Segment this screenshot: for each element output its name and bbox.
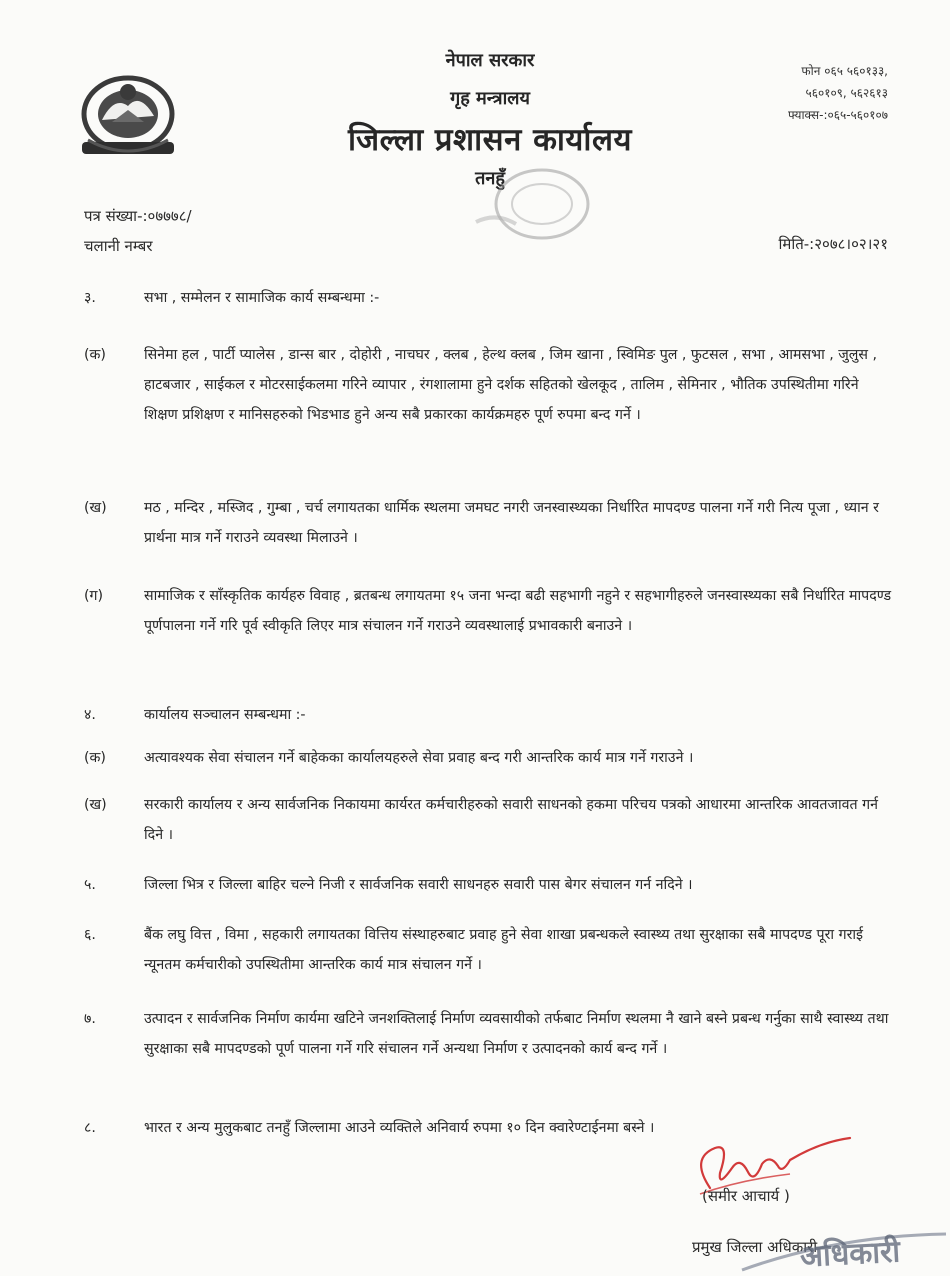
item-text: जिल्ला भित्र र जिल्ला बाहिर चल्ने निजी र सार्वजनिक सवारी साधनहरु सवारी पास बेगर संचालन गर्न नदिने । [144,877,693,893]
list-item [84,920,892,980]
item-text: सभा , सम्मेलन र सामाजिक कार्य सम्बन्धमा :- [144,290,380,306]
item-text: सरकारी कार्यालय र अन्य सार्वजनिक निकायमा कार्यरत कर्मचारीहरुको सवारी साधनको हकमा परिचय पत्रको आधारमा आन्तरिक आवतजावत गर्न दिने । [144,797,879,843]
government-name: नेपाल सरकार [445,50,535,71]
item-number: ७. [84,1011,96,1027]
dispatch-number: चलानी नम्बर [84,237,153,255]
list-item [84,743,892,773]
item-number: (क) [84,347,106,363]
letter-number: पत्र संख्या-:०७७७८/ [84,207,192,225]
item-text: भारत र अन्य मुलुकबाट तनहुँ जिल्लामा आउने व्यक्तिले अनिवार्य रुपमा १० दिन क्वारेण्टाईनमा बस्ने । [144,1120,655,1136]
item-number: ६. [84,927,96,943]
item-number: (ख) [84,797,107,813]
item-text: बैंक लघु वित्त , विमा , सहकारी लगायतका वित्तिय संस्थाहरुबाट प्रवाह हुने सेवा शाखा प्रबन्धकले स्वास्थ्य तथा सुरक्षाका सबै मापदण्ड पूरा गराई न्यूनतम कर्मचारीको उपस्थितीमा आन्तरिक कार्य मात्र संचालन गर्ने । [144,927,864,973]
section-heading [84,700,892,730]
list-item [84,870,892,900]
fax-number: फ्याक्स-:०६५-५६०१०७ [788,108,888,122]
item-number: ५. [84,877,96,893]
item-number: (ख) [84,500,107,516]
district-name: तनहुँ [475,168,505,189]
signatory-title: प्रमुख जिल्ला अधिकारी [692,1238,818,1256]
contact-info [708,60,888,126]
item-text: अत्यावश्यक सेवा संचालन गर्ने बाहेकका कार्यालयहरुले सेवा प्रवाह बन्द गरी आन्तरिक कार्य मात्र गर्ने गराउने । [144,750,694,766]
list-item [84,493,892,553]
list-item [84,340,892,430]
item-number: ३. [84,290,96,306]
item-number: (ग) [84,588,104,604]
signatory-name: (समीर आचार्य ) [702,1187,790,1205]
office-title: जिल्ला प्रशासन कार्यालय [348,122,632,158]
office-stamp-icon [456,162,596,252]
ministry-name: गृह मन्त्रालय [450,88,530,109]
item-text: सिनेमा हल , पार्टी प्यालेस , डान्स बार , दोहोरी , नाचघर , क्लब , हेल्थ क्लब , जिम खाना , स्विमिङ पुल , फुटसल , सभा , आमसभा , जुलुस , हाटबजार , साईकल र मोटरसाईकलमा गरिने व्यापार , रंगशालामा हुने दर्शक सहितको खेलकूद , तालिम , सेमिनार , भौतिक उपस्थितीमा गरिने शिक्षण प्रशिक्षण र मानिसहरुको भिडभाड हुने अन्य सबै प्रकारका कार्यक्रमहरु पूर्ण रुपमा बन्द गर्ने । [144,347,878,423]
item-text: मठ , मन्दिर , मस्जिद , गुम्बा , चर्च लगायतका धार्मिक स्थलमा जमघट नगरी जनस्वास्थ्यका निर्धारित मापदण्ड पालना गर्ने गरी नित्य पूजा , ध्यान र प्रार्थना मात्र गर्ने गराउने व्यवस्था मिलाउने । [144,500,879,546]
list-item [84,1004,892,1064]
list-item [84,790,892,850]
item-number: (क) [84,750,106,766]
phone-line-1: फोन ०६५ ५६०१३३, [801,64,888,78]
phone-line-2: ५६०१०९, ५६२६१३ [805,86,888,100]
nepal-emblem-icon [74,70,182,166]
letter-date: मिति-:२०७८।०२।२१ [778,235,888,253]
list-item [84,581,892,641]
item-number: ४. [84,707,96,723]
item-text: कार्यालय सञ्चालन सम्बन्धमा :- [144,707,306,723]
item-text: उत्पादन र सार्वजनिक निर्माण कार्यमा खटिने जनशक्तिलाई निर्माण व्यवसायीको तर्फबाट निर्माण स्थलमा नै खाने बस्ने प्रबन्ध गर्नुका साथै स्वास्थ्य तथा सुरक्षाका सबै मापदण्डको पूर्ण पालना गर्ने गरि संचालन गर्ने अन्यथा निर्माण र उत्पादनको कार्य बन्द गर्ने । [144,1011,889,1057]
item-text: सामाजिक र साँस्कृतिक कार्यहरु विवाह , ब्रतबन्ध लगायतमा १५ जना भन्दा बढी सहभागी नहुने र सहभागीहरुले जनस्वास्थ्यका सबै निर्धारित मापदण्ड पूर्णपालना गर्ने गरि पूर्व स्वीकृति लिएर मात्र संचालन गर्ने गराउने व्यवस्थालाई प्रभावकारी बनाउने । [144,588,892,634]
stamp-text: अधिकारी [799,1234,901,1275]
section-heading [84,283,892,313]
item-number: ८. [84,1120,96,1136]
